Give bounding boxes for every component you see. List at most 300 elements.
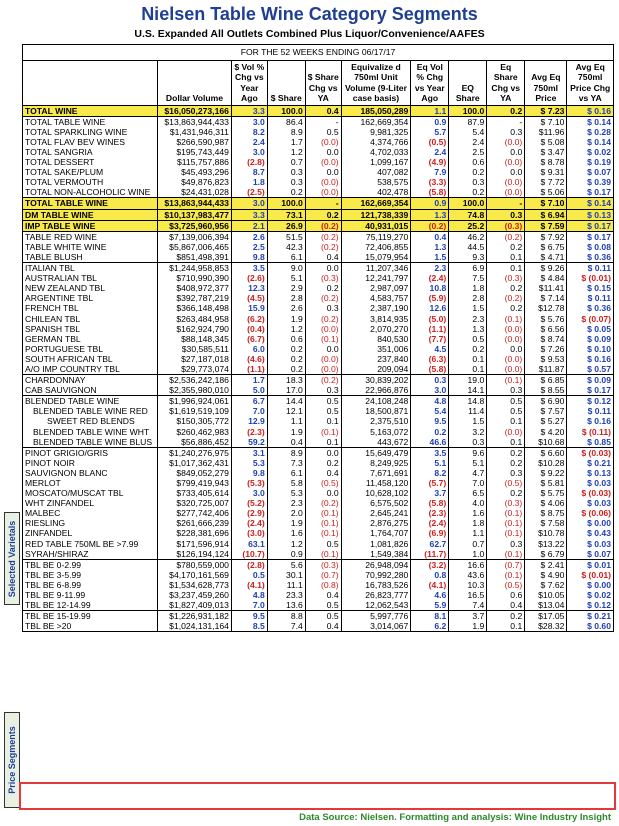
- eq-share-cell: 14.1: [449, 385, 487, 396]
- avg-price-chg-cell: $ 0.07: [567, 549, 614, 560]
- eq-volume-cell: 12,241,797: [341, 273, 411, 283]
- eq-vol-chg-cell: (2.4): [411, 518, 449, 528]
- dollar-vol-chg-cell: 0.5: [231, 570, 267, 580]
- eq-share-chg-cell: (0.2): [487, 293, 525, 303]
- eq-vol-chg-cell: 2.3: [411, 263, 449, 274]
- dollar-share-chg-cell: 0.4: [305, 468, 341, 478]
- avg-price-chg-cell: $ 0.36: [567, 252, 614, 263]
- eq-vol-chg-cell: 4.6: [411, 590, 449, 600]
- header-dollar-vol-chg: $ Vol % Chg vs Year Ago: [231, 61, 267, 106]
- dollar-share-chg-cell: (0.2): [305, 220, 341, 231]
- eq-vol-chg-cell: 2.4: [411, 147, 449, 157]
- dollar-vol-chg-cell: 8.7: [231, 167, 267, 177]
- dollar-share-chg-cell: (0.0): [305, 324, 341, 334]
- eq-volume-cell: 2,070,270: [341, 324, 411, 334]
- eq-share-cell: 1.5: [449, 303, 487, 313]
- eq-share-cell: 4.7: [449, 468, 487, 478]
- dollar-vol-chg-cell: 3.0: [231, 116, 267, 127]
- eq-share-chg-cell: 0.3: [487, 209, 525, 220]
- dollar-volume-cell: $1,226,931,182: [158, 611, 232, 622]
- eq-share-cell: 1.8: [449, 283, 487, 293]
- avg-price-chg-cell: $ 0.09: [567, 334, 614, 344]
- eq-share-chg-cell: (0.0): [487, 354, 525, 364]
- dollar-share-chg-cell: 0.5: [305, 600, 341, 611]
- eq-share-chg-cell: 0.2: [487, 283, 525, 293]
- avg-price-cell: $28.32: [525, 621, 567, 632]
- eq-volume-cell: 26,823,777: [341, 590, 411, 600]
- eq-share-cell: 1.6: [449, 508, 487, 518]
- dollar-vol-chg-cell: 6.0: [231, 344, 267, 354]
- dollar-volume-cell: $171,596,914: [158, 539, 232, 549]
- eq-share-chg-cell: 0.1: [487, 621, 525, 632]
- dollar-share-cell: 1.2: [267, 147, 305, 157]
- dollar-share-cell: 2.3: [267, 498, 305, 508]
- segment-name: TABLE WHITE WINE: [23, 242, 158, 252]
- eq-share-chg-cell: 0.2: [487, 105, 525, 116]
- dollar-volume-cell: $24,431,028: [158, 187, 232, 198]
- dollar-share-cell: 9.0: [267, 263, 305, 274]
- eq-volume-cell: 26,948,094: [341, 559, 411, 570]
- avg-price-cell: $ 7.58: [525, 518, 567, 528]
- segment-name: SPANISH TBL: [23, 324, 158, 334]
- avg-price-cell: $ 6.75: [525, 242, 567, 252]
- eq-vol-chg-cell: (2.4): [411, 273, 449, 283]
- dollar-volume-cell: $126,194,124: [158, 549, 232, 560]
- eq-share-cell: 44.5: [449, 242, 487, 252]
- eq-share-chg-cell: (0.1): [487, 518, 525, 528]
- eq-share-cell: 0.1: [449, 364, 487, 375]
- eq-share-chg-cell: (0.0): [487, 324, 525, 334]
- eq-volume-cell: 3,014,067: [341, 621, 411, 632]
- dollar-volume-cell: $88,148,345: [158, 334, 232, 344]
- eq-share-cell: 25.2: [449, 220, 487, 231]
- dollar-share-cell: 2.0: [267, 508, 305, 518]
- avg-price-cell: $ 7.62: [525, 580, 567, 590]
- avg-price-chg-cell: $ 0.36: [567, 303, 614, 313]
- avg-price-chg-cell: $ 0.19: [567, 157, 614, 167]
- dollar-share-chg-cell: 0.0: [305, 344, 341, 354]
- dollar-vol-chg-cell: (5.2): [231, 498, 267, 508]
- eq-vol-chg-cell: (6.3): [411, 354, 449, 364]
- dollar-share-cell: 13.6: [267, 600, 305, 611]
- dollar-share-chg-cell: -: [305, 116, 341, 127]
- dollar-volume-cell: $849,052,279: [158, 468, 232, 478]
- avg-price-cell: $ 7.23: [525, 105, 567, 116]
- table-row: [23, 220, 614, 231]
- eq-volume-cell: 5,163,072: [341, 427, 411, 437]
- eq-share-cell: 0.3: [449, 437, 487, 448]
- dollar-volume-cell: $30,585,511: [158, 344, 232, 354]
- dollar-share-cell: 11.1: [267, 580, 305, 590]
- eq-share-cell: 11.4: [449, 406, 487, 416]
- dollar-volume-cell: $56,886,452: [158, 437, 232, 448]
- dollar-volume-cell: $1,431,946,311: [158, 127, 232, 137]
- eq-vol-chg-cell: (0.2): [411, 220, 449, 231]
- dollar-vol-chg-cell: 3.5: [231, 263, 267, 274]
- dollar-vol-chg-cell: (2.8): [231, 157, 267, 167]
- eq-volume-cell: 22,966,876: [341, 385, 411, 396]
- dollar-share-cell: 0.4: [267, 437, 305, 448]
- segment-name: MALBEC: [23, 508, 158, 518]
- avg-price-chg-cell: $ (0.06): [567, 508, 614, 518]
- eq-volume-cell: 443,672: [341, 437, 411, 448]
- table-body: [23, 45, 614, 632]
- header-dollar-share-chg: $ Share Chg vs YA: [305, 61, 341, 106]
- eq-volume-cell: 4,702,033: [341, 147, 411, 157]
- dollar-share-chg-cell: 0.5: [305, 406, 341, 416]
- table-row: [23, 137, 614, 147]
- report-subtitle: U.S. Expanded All Outlets Combined Plus Liquor/Convenience/AAFES: [134, 28, 485, 40]
- eq-vol-chg-cell: (5.8): [411, 187, 449, 198]
- avg-price-chg-cell: $ 0.14: [567, 198, 614, 209]
- avg-price-chg-cell: $ 0.14: [567, 116, 614, 127]
- avg-price-chg-cell: $ 0.39: [567, 177, 614, 187]
- eq-volume-cell: 2,876,275: [341, 518, 411, 528]
- avg-price-cell: $ 6.56: [525, 324, 567, 334]
- dollar-share-chg-cell: -: [305, 198, 341, 209]
- eq-share-chg-cell: 0.2: [487, 488, 525, 498]
- eq-share-chg-cell: 0.1: [487, 437, 525, 448]
- avg-price-cell: $ 7.10: [525, 198, 567, 209]
- dollar-share-cell: 100.0: [267, 198, 305, 209]
- table-row: [23, 177, 614, 187]
- eq-volume-cell: 5,997,776: [341, 611, 411, 622]
- segment-name: BLENDED TABLE WINE BLUS: [23, 437, 158, 448]
- eq-share-chg-cell: (0.1): [487, 314, 525, 324]
- eq-volume-cell: 2,375,510: [341, 416, 411, 426]
- segment-name: TABLE RED WINE: [23, 231, 158, 242]
- dollar-volume-cell: $780,559,000: [158, 559, 232, 570]
- avg-price-cell: $ 4.20: [525, 427, 567, 437]
- dollar-share-chg-cell: (0.2): [305, 293, 341, 303]
- eq-vol-chg-cell: 9.5: [411, 416, 449, 426]
- table-row: [23, 600, 614, 611]
- eq-share-chg-cell: (0.1): [487, 528, 525, 538]
- eq-vol-chg-cell: (4.1): [411, 580, 449, 590]
- eq-volume-cell: 11,207,346: [341, 263, 411, 274]
- dollar-volume-cell: $2,536,242,186: [158, 375, 232, 386]
- eq-share-cell: 0.5: [449, 334, 487, 344]
- eq-volume-cell: 70,992,280: [341, 570, 411, 580]
- dollar-share-chg-cell: 0.2: [305, 209, 341, 220]
- eq-share-cell: 14.8: [449, 396, 487, 407]
- avg-price-cell: $ 8.75: [525, 508, 567, 518]
- table-row: [23, 116, 614, 127]
- table-row: [23, 468, 614, 478]
- dollar-share-chg-cell: 0.1: [305, 437, 341, 448]
- avg-price-cell: $ 7.59: [525, 220, 567, 231]
- eq-vol-chg-cell: 1.1: [411, 105, 449, 116]
- avg-price-chg-cell: $ 0.08: [567, 242, 614, 252]
- eq-vol-chg-cell: 3.5: [411, 447, 449, 458]
- avg-price-cell: $ 7.10: [525, 116, 567, 127]
- avg-price-chg-cell: $ 0.43: [567, 528, 614, 538]
- eq-share-chg-cell: 0.3: [487, 468, 525, 478]
- eq-share-chg-cell: (0.0): [487, 364, 525, 375]
- dollar-share-chg-cell: (0.1): [305, 549, 341, 560]
- dollar-vol-chg-cell: (6.7): [231, 334, 267, 344]
- segment-name: SWEET RED BLENDS: [23, 416, 158, 426]
- dollar-share-cell: 7.3: [267, 458, 305, 468]
- table-row: [23, 385, 614, 396]
- segment-name: CHILEAN TBL: [23, 314, 158, 324]
- dollar-vol-chg-cell: 1.8: [231, 177, 267, 187]
- avg-price-chg-cell: $ 0.17: [567, 187, 614, 198]
- eq-share-cell: 1.8: [449, 518, 487, 528]
- eq-volume-cell: 18,500,871: [341, 406, 411, 416]
- price-segments-label: Price Segments: [4, 712, 20, 808]
- avg-price-chg-cell: $ (0.01): [567, 570, 614, 580]
- avg-price-chg-cell: $ 0.02: [567, 147, 614, 157]
- eq-volume-cell: 75,119,270: [341, 231, 411, 242]
- avg-price-cell: $ 6.85: [525, 375, 567, 386]
- dollar-volume-cell: $10,137,983,477: [158, 209, 232, 220]
- dollar-share-chg-cell: (0.1): [305, 334, 341, 344]
- eq-vol-chg-cell: 4.5: [411, 344, 449, 354]
- dollar-share-cell: 1.6: [267, 528, 305, 538]
- eq-vol-chg-cell: 46.6: [411, 437, 449, 448]
- dollar-share-chg-cell: 0.4: [305, 252, 341, 263]
- segment-name: TABLE BLUSH: [23, 252, 158, 263]
- table-row: [23, 508, 614, 518]
- table-row: [23, 437, 614, 448]
- eq-vol-chg-cell: 0.9: [411, 116, 449, 127]
- table-row: [23, 416, 614, 426]
- avg-price-chg-cell: $ 0.05: [567, 324, 614, 334]
- eq-vol-chg-cell: 8.2: [411, 468, 449, 478]
- segment-name: CHARDONNAY: [23, 375, 158, 386]
- eq-share-cell: 74.8: [449, 209, 487, 220]
- avg-price-cell: $11.87: [525, 364, 567, 375]
- eq-vol-chg-cell: (5.7): [411, 478, 449, 488]
- avg-price-chg-cell: $ (0.01): [567, 273, 614, 283]
- avg-price-cell: $ 9.53: [525, 354, 567, 364]
- avg-price-cell: $ 5.75: [525, 488, 567, 498]
- eq-share-chg-cell: 0.2: [487, 611, 525, 622]
- dollar-share-chg-cell: (0.2): [305, 231, 341, 242]
- avg-price-cell: $ 8.55: [525, 385, 567, 396]
- eq-share-cell: 2.3: [449, 314, 487, 324]
- dollar-share-chg-cell: 0.0: [305, 488, 341, 498]
- avg-price-cell: $ 9.22: [525, 468, 567, 478]
- avg-price-cell: $ 7.14: [525, 293, 567, 303]
- eq-vol-chg-cell: 4.8: [411, 396, 449, 407]
- eq-share-chg-cell: 0.3: [487, 539, 525, 549]
- dollar-share-chg-cell: (0.1): [305, 508, 341, 518]
- eq-vol-chg-cell: 0.4: [411, 231, 449, 242]
- eq-share-cell: 16.5: [449, 590, 487, 600]
- eq-volume-cell: 2,987,097: [341, 283, 411, 293]
- dollar-volume-cell: $392,787,219: [158, 293, 232, 303]
- eq-share-chg-cell: -: [487, 116, 525, 127]
- segment-name: MOSCATO/MUSCAT TBL: [23, 488, 158, 498]
- dollar-share-chg-cell: 0.4: [305, 590, 341, 600]
- dollar-share-chg-cell: 0.2: [305, 283, 341, 293]
- eq-share-cell: 6.9: [449, 263, 487, 274]
- eq-volume-cell: 185,050,289: [341, 105, 411, 116]
- segment-name: CAB SAUVIGNON: [23, 385, 158, 396]
- dollar-share-chg-cell: 0.5: [305, 396, 341, 407]
- eq-volume-cell: 72,406,855: [341, 242, 411, 252]
- eq-share-chg-cell: (0.3): [487, 220, 525, 231]
- table-row: [23, 167, 614, 177]
- table-row: [23, 539, 614, 549]
- eq-share-cell: 1.1: [449, 528, 487, 538]
- dollar-volume-cell: $27,187,018: [158, 354, 232, 364]
- avg-price-chg-cell: $ 0.16: [567, 416, 614, 426]
- table-row: [23, 242, 614, 252]
- avg-price-chg-cell: $ 0.01: [567, 559, 614, 570]
- dollar-share-chg-cell: (0.2): [305, 498, 341, 508]
- dollar-vol-chg-cell: 8.5: [231, 621, 267, 632]
- eq-share-cell: 1.3: [449, 324, 487, 334]
- segment-name: TOTAL DESSERT: [23, 157, 158, 167]
- table-row: [23, 396, 614, 407]
- eq-share-cell: 2.8: [449, 293, 487, 303]
- dollar-vol-chg-cell: (6.2): [231, 314, 267, 324]
- eq-volume-cell: 1,764,707: [341, 528, 411, 538]
- avg-price-cell: $10.78: [525, 528, 567, 538]
- eq-share-cell: 6.5: [449, 488, 487, 498]
- dollar-share-cell: 26.9: [267, 220, 305, 231]
- eq-share-chg-cell: (0.1): [487, 549, 525, 560]
- eq-share-cell: 3.2: [449, 427, 487, 437]
- dollar-volume-cell: $1,240,276,975: [158, 447, 232, 458]
- avg-price-cell: $11.96: [525, 127, 567, 137]
- avg-price-cell: $ 9.31: [525, 167, 567, 177]
- dollar-vol-chg-cell: 8.2: [231, 127, 267, 137]
- eq-vol-chg-cell: 5.7: [411, 127, 449, 137]
- eq-share-cell: 0.2: [449, 167, 487, 177]
- dollar-share-chg-cell: 0.0: [305, 447, 341, 458]
- dollar-vol-chg-cell: (3.0): [231, 528, 267, 538]
- segment-name: ITALIAN TBL: [23, 263, 158, 274]
- dollar-share-chg-cell: (0.1): [305, 528, 341, 538]
- eq-share-cell: 2.4: [449, 137, 487, 147]
- eq-volume-cell: 407,082: [341, 167, 411, 177]
- avg-price-chg-cell: $ 0.12: [567, 396, 614, 407]
- avg-price-chg-cell: $ 0.17: [567, 385, 614, 396]
- dollar-volume-cell: $277,742,406: [158, 508, 232, 518]
- segment-name: TBL BE 12-14.99: [23, 600, 158, 611]
- avg-price-chg-cell: $ 0.02: [567, 590, 614, 600]
- dollar-vol-chg-cell: 2.1: [231, 220, 267, 231]
- segment-name: DM TABLE WINE: [23, 209, 158, 220]
- dollar-share-cell: 17.0: [267, 385, 305, 396]
- eq-vol-chg-cell: (3.3): [411, 177, 449, 187]
- segment-name: TOTAL TABLE WINE: [23, 116, 158, 127]
- eq-vol-chg-cell: 0.8: [411, 570, 449, 580]
- eq-share-cell: 43.6: [449, 570, 487, 580]
- dollar-share-chg-cell: 0.5: [305, 611, 341, 622]
- table-row: [23, 611, 614, 622]
- dollar-share-chg-cell: (0.2): [305, 314, 341, 324]
- avg-price-chg-cell: $ 0.00: [567, 580, 614, 590]
- eq-vol-chg-cell: 1.5: [411, 252, 449, 263]
- table-row: [23, 406, 614, 416]
- dollar-vol-chg-cell: (2.5): [231, 187, 267, 198]
- avg-price-chg-cell: $ (0.03): [567, 447, 614, 458]
- avg-price-cell: $10.28: [525, 458, 567, 468]
- dollar-share-chg-cell: (0.0): [305, 354, 341, 364]
- avg-price-cell: $ 5.27: [525, 416, 567, 426]
- table-row: [23, 293, 614, 303]
- segment-name: TOTAL NON-ALCOHOLIC WINE: [23, 187, 158, 198]
- avg-price-cell: $ 6.94: [525, 209, 567, 220]
- eq-volume-cell: 1,081,826: [341, 539, 411, 549]
- avg-price-cell: $ 7.92: [525, 231, 567, 242]
- segment-name: RED TABLE 750ML BE >7.99: [23, 539, 158, 549]
- dollar-volume-cell: $45,493,296: [158, 167, 232, 177]
- dollar-volume-cell: $710,990,390: [158, 273, 232, 283]
- eq-volume-cell: 6,575,502: [341, 498, 411, 508]
- table-row: [23, 478, 614, 488]
- segment-name: PORTUGUESE TBL: [23, 344, 158, 354]
- dollar-share-chg-cell: (0.1): [305, 518, 341, 528]
- table-row: [23, 127, 614, 137]
- dollar-share-cell: 73.1: [267, 209, 305, 220]
- dollar-volume-cell: $1,017,362,431: [158, 458, 232, 468]
- eq-share-chg-cell: (0.7): [487, 559, 525, 570]
- dollar-share-chg-cell: 0.0: [305, 167, 341, 177]
- dollar-vol-chg-cell: 2.6: [231, 231, 267, 242]
- selected-varietals-label: Selected Varietals: [4, 512, 20, 605]
- dollar-vol-chg-cell: (10.7): [231, 549, 267, 560]
- table-row: [23, 283, 614, 293]
- eq-share-chg-cell: -: [487, 198, 525, 209]
- eq-share-chg-cell: 0.5: [487, 406, 525, 416]
- eq-vol-chg-cell: 3.7: [411, 488, 449, 498]
- avg-price-chg-cell: $ 0.15: [567, 283, 614, 293]
- dollar-share-chg-cell: 0.4: [305, 105, 341, 116]
- avg-price-cell: $ 7.72: [525, 177, 567, 187]
- dollar-share-cell: 1.9: [267, 427, 305, 437]
- dollar-vol-chg-cell: (2.9): [231, 508, 267, 518]
- table-row: [23, 324, 614, 334]
- segment-name: TOTAL WINE: [23, 105, 158, 116]
- dollar-share-chg-cell: (0.3): [305, 559, 341, 570]
- eq-share-chg-cell: 0.2: [487, 303, 525, 313]
- eq-share-cell: 5.4: [449, 127, 487, 137]
- dollar-volume-cell: $261,666,239: [158, 518, 232, 528]
- eq-vol-chg-cell: (7.7): [411, 334, 449, 344]
- eq-share-chg-cell: 0.2: [487, 447, 525, 458]
- dollar-share-cell: 1.2: [267, 324, 305, 334]
- avg-price-cell: $ 4.71: [525, 252, 567, 263]
- segments-table: [22, 44, 614, 632]
- eq-share-cell: 0.1: [449, 354, 487, 364]
- dollar-share-cell: 8.9: [267, 127, 305, 137]
- eq-share-chg-cell: (0.1): [487, 375, 525, 386]
- header-eq-share: EQ Share: [449, 61, 487, 106]
- dollar-share-cell: 51.5: [267, 231, 305, 242]
- eq-volume-cell: 2,387,190: [341, 303, 411, 313]
- segment-name: TBL BE 0-2.99: [23, 559, 158, 570]
- table-row: [23, 147, 614, 157]
- dollar-vol-chg-cell: 2.4: [231, 137, 267, 147]
- dollar-share-cell: 30.1: [267, 570, 305, 580]
- dollar-share-cell: 12.1: [267, 406, 305, 416]
- eq-vol-chg-cell: 6.2: [411, 621, 449, 632]
- avg-price-chg-cell: $ 0.03: [567, 539, 614, 549]
- dollar-share-cell: 0.2: [267, 354, 305, 364]
- eq-share-cell: 0.7: [449, 539, 487, 549]
- table-row: [23, 621, 614, 632]
- eq-volume-cell: 3,814,935: [341, 314, 411, 324]
- dollar-volume-cell: $1,619,519,109: [158, 406, 232, 416]
- eq-vol-chg-cell: (0.5): [411, 137, 449, 147]
- dollar-vol-chg-cell: 3.3: [231, 105, 267, 116]
